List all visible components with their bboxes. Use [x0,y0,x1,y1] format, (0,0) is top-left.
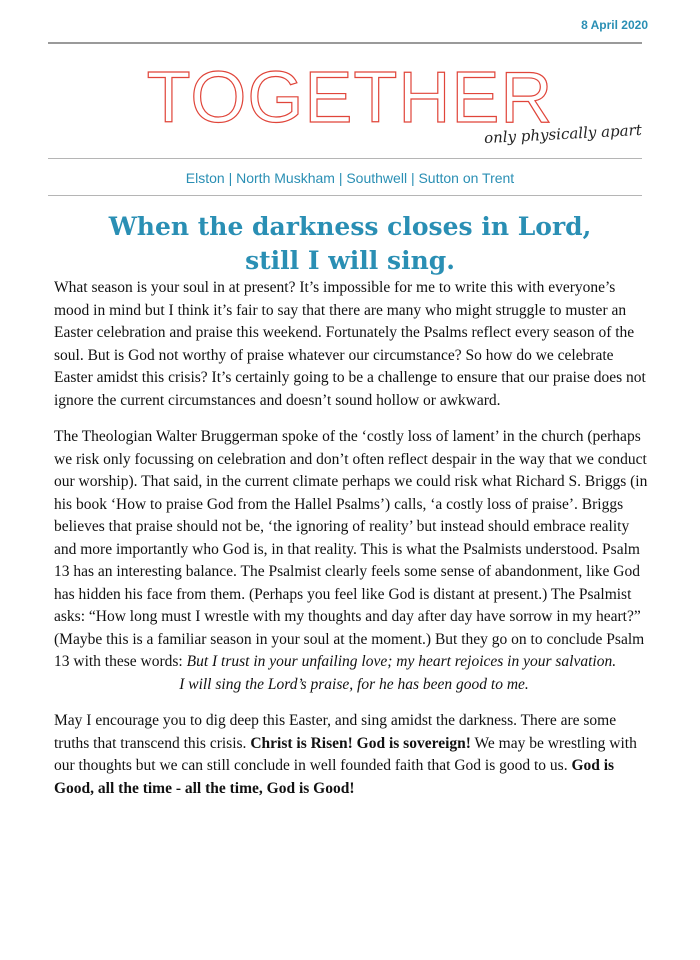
masthead-tagline: only physically apart [483,120,643,148]
paragraph-2-text: The Theologian Walter Bruggerman spoke of the ‘costly loss of lament’ in the church (perhaps we risk only focussing on celebration and don’t often reflect despair in the way that we conduct our worship). That said, in the current climate perhaps we could risk what Richard S. Briggs (in his book ‘How to praise God from the Hallel Psalms’) calls, ‘a costly loss of praise’. Briggs believes that praise should not be, ‘the ignoring of reality’ but instead should embrace reality and more importantly who God is, in that reality. This is what the Psalmists understood. Psalm 13 has an interesting balance. The Psalmist clearly feels some sense of abandonment, like God has hidden his face from them. (Perhaps you feel like God is distant at present.) The Psalmist asks: “How long must I wrestle with my thoughts and day after day have sorrow in my heart?” (Maybe this is a familiar season in your soul at the moment.) But they go on to conclude Psalm 13 with these words: [54,428,648,670]
paragraph-3 [54,710,654,800]
paragraph-1: What season is your soul in at present? It’s impossible for me to write this with everyone’s mood in mind but I think it’s fair to say that there are many who might struggle to muster an Easter celebration and praise this weekend. Fortunately the Psalms reflect every season of the soul. But is God not worthy of praise whatever our circumstance? So how do we celebrate Easter amidst this crisis? It’s certainly going to be a challenge to ensure that our praise does not ignore the current circumstances and doesn’t sound hollow or awkward. [54,279,646,409]
paragraph-3-bold-2: God is Good, all the time - all the time, God is Good! [54,757,615,797]
top-divider [48,42,642,44]
parishes-line: Elston | North Muskham | Southwell | Sutton on Trent [185,170,515,186]
masthead-title: TOGETHER [146,58,554,138]
psalm-quote-line-1: But I trust in your unfailing love; my heart rejoices in your salvation. [186,653,617,670]
psalm-quote-line-2: I will sing the Lord’s praise, for he has been good to me. [179,675,529,693]
paragraph-3-bold-1: Christ is Risen! God is sovereign! [250,734,471,752]
headline-line-2: still I will sing. [245,246,455,275]
parishes-top-divider [48,158,642,159]
issue-date: 8 April 2020 [581,18,648,32]
paragraph-3-text-b: We may be wrestling with our thoughts but we can still conclude in well founded faith that God is good to us. [54,734,637,774]
article-body [54,277,654,814]
parishes-bottom-divider [48,195,642,196]
paragraph-3-text-a: May I encourage you to dig deep this Easter, and sing amidst the darkness. There are some truths that transcend this crisis. [54,712,617,752]
article-headline [40,210,660,278]
headline-line-1: When the darkness closes in Lord, [108,212,592,241]
paragraph-2 [54,426,654,696]
